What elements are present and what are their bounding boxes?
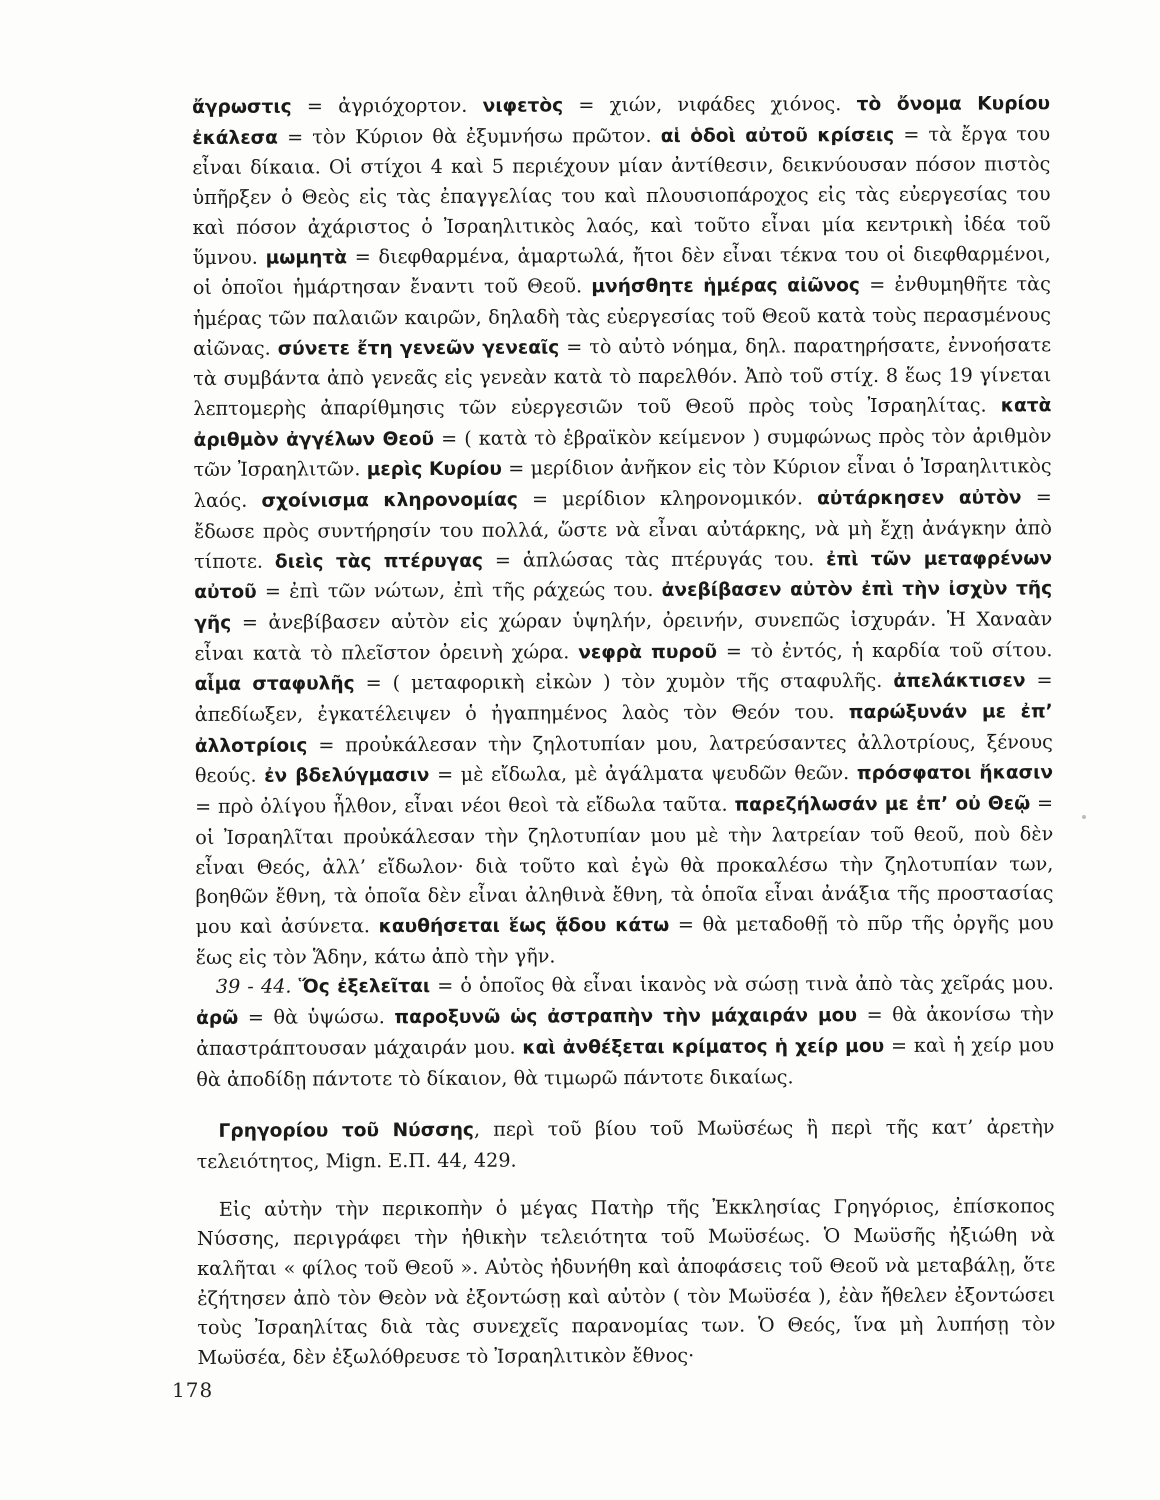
lemma-term: αἷμα σταφυλῆς [194, 673, 355, 696]
gloss-text: = προὐκάλεσαν τὴν ζηλοτυπίαν μου, λατρεύσαντες ἀλλοτρίους, ξένους θεούς. [194, 730, 1053, 788]
gloss-text: , περὶ τοῦ βίου τοῦ Μωϋσέως ἢ περὶ τῆς κατ’ ἀρετὴν τελειότητος, Mign. Ε.Π. 44, 429. [196, 1115, 1055, 1173]
lemma-term: πρόσφατοι ἥκασιν [856, 762, 1054, 785]
body-paragraph [197, 1191, 1056, 1373]
reference-paragraph [196, 1112, 1054, 1176]
gloss-text: = θὰ μεταδοθῇ τὸ πῦρ τῆς ὀργῆς μου ἕως εἰς τὸν Ἅδην, κάτω ἀπὸ τὴν γῆν. [195, 911, 1054, 969]
gloss-text: = ( μεταφορικὴ εἰκὼν ) τὸν χυμὸν τῆς σταφυλῆς. [354, 669, 894, 695]
gloss-text: = τὸ αὐτὸ νόημα, δηλ. παρατηρήσατε, ἐννοήσατε τὰ συμβάντα ἀπὸ γενεᾶς εἰς γενεὰν κατὰ τὸ παρελθόν. Ἀπὸ τοῦ στίχ. 8 ἕως 19 γίνεται λεπτομερὴς ἀπαρίθμησις τῶν εὐεργεσιῶν τοῦ Θεοῦ πρὸς τοὺς Ἰσραηλίτας. [193, 332, 1052, 421]
gloss-text: = τὰ ἔργα του εἶναι δίκαια. Οἱ στίχοι 4 καὶ 5 περιέχουν μίαν ἀντίθεσιν, δεικνύουσαν πόσον πιστὸς ὑπῆρξεν ὁ Θεὸς εἰς τὰς ἐπαγγελίας του καὶ πλουσιοπάροχος εἰς τὰς εὐεργεσίας του καὶ πόσον ἀχάριστος ὁ Ἰσραηλιτικὸς λαός, καὶ τοῦτο εἶναι μία κεντρικὴ ἰδέα τοῦ ὕμνου. [192, 121, 1051, 269]
lemma-term: νεφρὰ πυροῦ [578, 641, 718, 663]
gloss-text: = μερίδιον κληρονομικόν. [517, 486, 818, 511]
gloss-text: = ἀγριόχορτον. [291, 93, 483, 118]
lemma-term: καυθήσεται ἕως ᾅδου κάτω [378, 914, 670, 938]
lemma-term: τὸ ὄνομα Κυρίου ἐκάλεσα [192, 93, 1051, 149]
lemma-term: μνήσθητε ἡμέρας αἰῶνος [591, 275, 860, 298]
lemma-term: ἀρῶ [195, 1007, 239, 1030]
gloss-text: Εἰς αὐτὴν τὴν περικοπὴν ὁ μέγας Πατὴρ τῆς Ἐκκλησίας Γρηγόριος, ἐπίσκοπος Νύσσης, περιγράφει τὴν ἠθικὴν τελειότητα τοῦ Μωϋσέως. Ὁ Μωϋσῆς ἠξιώθη νὰ καλῆται « φίλος τοῦ Θεοῦ ». Αὐτὸς ἠδυνήθη καὶ ἀποφάσεις τοῦ Θεοῦ νὰ μεταβάλῃ, ὅτε ἐζήτησεν ἀπὸ τὸν Θεὸν νὰ ἐξοντώσῃ καὶ αὐτὸν ( τὸν Μωϋσέα ), ἐὰν ἤθελεν ἐξοντώσει τοὺς Ἰσραηλίτας διὰ τὰς συνεχεῖς παρανομίας των. Ὁ Θεός, ἵνα μὴ λυπήσῃ τὸν Μωϋσέα, δὲν ἐξωλόθρευσε τὸ Ἰσραηλιτικὸν ἔθνος· [196, 1193, 1056, 1370]
gloss-text: = μὲ εἴδωλα, μὲ ἀγάλματα ψευδῶν θεῶν. [429, 761, 857, 787]
lemma-term: Γρηγορίου τοῦ Νύσσης [218, 1119, 474, 1143]
lemma-term: παρεζήλωσάν με ἐπ’ οὐ Θεῷ [734, 793, 1031, 816]
gloss-text [291, 975, 298, 998]
paper-speck [1082, 815, 1086, 819]
gloss-text: = ἔδωσε πρὸς συντήρησίν του πολλά, ὥστε νὰ εἶναι αὐτάρκης, νὰ μὴ ἔχῃ ἀνάγκην ἀπὸ τίποτε. [193, 485, 1052, 573]
gloss-text: = θὰ ἀκονίσω τὴν ἀπαστράπτουσαν μάχαιράν μου. [196, 1002, 1055, 1060]
lemma-term: παρώξυνάν με ἐπ’ ἀλλοτρίοις [194, 701, 1053, 757]
lemma-term: νιφετὸς [482, 95, 564, 117]
gloss-text: = ὁ ὁποῖος θὰ εἶναι ἱκανὸς νὰ σώσῃ τινὰ ἀπὸ τὰς χεῖράς μου. [430, 971, 1054, 998]
gloss-text: = ἀπεδίωξεν, ἐγκατέλειψεν ὁ ἠγαπημένος λαὸς τὸν Θεόν του. [194, 668, 1053, 727]
gloss-text: = μερίδιον ἀνῆκον εἰς τὸν Κύριον εἶναι ὁ Ἰσραηλιτικὸς λαός. [193, 454, 1052, 513]
gloss-text: = διεφθαρμένα, ἁμαρτωλά, ἤτοι δὲν εἶναι τέκνα του οἱ διεφθαρμένοι, οἱ ὁποῖοι ἡμάρτησαν ἔναντι τοῦ Θεοῦ. [192, 241, 1051, 300]
lemma-term: ἐπὶ τῶν μεταφρένων αὐτοῦ [194, 547, 1053, 604]
verses-39-44-paragraph [196, 969, 1055, 1095]
gloss-text: = ἐνθυμηθῆτε τὰς ἡμέρας τῶν παλαιῶν καιρῶν, δηλαδὴ τὰς εὐεργεσίας τοῦ Θεοῦ κατὰ τοὺς περασμένους αἰῶνας. [192, 272, 1052, 360]
lemma-term: ἀνεβίβασεν αὐτὸν ἐπὶ τὴν ἰσχὺν τῆς γῆς [194, 578, 1053, 634]
lemma-term: διεὶς τὰς πτέρυγας [274, 550, 484, 573]
lemma-term: παροξυνῶ ὡς ἀστραπὴν τὴν μάχαιράν μου [394, 1005, 858, 1029]
lemma-term: αἱ ὁδοὶ αὐτοῦ κρίσεις [660, 124, 895, 147]
lemma-term: σύνετε ἔτη γενεῶν γενεαῖς [277, 337, 560, 360]
gloss-text: = οἱ Ἰσραηλῖται προὐκάλεσαν τὴν ζηλοτυπίαν μου μὲ τὴν λατρείαν τοῦ θεοῦ, ποὺ δὲν εἶναι Θεός, ἀλλ’ εἴδωλον· διὰ τοῦτο καὶ ἐγὼ θὰ προκαλέσω τὴν ζηλοτυπίαν των, βοηθῶν ἔθνη, τὰ ὁποῖα δὲν εἶναι ἀληθινὰ ἔθνη, τὰ ὁποῖα εἶναι ἀνάξια τῆς προστασίας μου καὶ ἀσύνετα. [195, 791, 1054, 938]
gloss-text: = ἁπλώσας τὰς πτέρυγάς του. [482, 546, 827, 572]
lemma-term: καὶ ἀνθέξεται κρίματος ἡ χείρ μου [522, 1035, 885, 1059]
lemma-term: κατὰ ἀριθμὸν ἀγγέλων Θεοῦ [193, 395, 1052, 451]
lemma-term: Ὅς ἐξελεῖται [298, 976, 431, 998]
gloss-text: = χιών, νιφάδες χιόνος. [563, 92, 857, 117]
gloss-text: = θὰ ὑψώσω. [238, 1005, 395, 1029]
lemma-term: αὐτάρκησεν αὐτὸν [817, 487, 1022, 510]
lemma-term: ἀπελάκτισεν [893, 670, 1026, 693]
lemma-term: ἄγρωστις [192, 96, 292, 118]
commentary-paragraph [192, 88, 1054, 972]
lemma-term: σχοίνισμα κληρονομίας [261, 489, 518, 512]
lemma-term: μερὶς Κυρίου [366, 459, 502, 481]
gloss-text: = τὸν Κύριον θὰ ἐξυμνήσω πρῶτον. [277, 123, 661, 149]
gloss-text: = ( κατὰ τὸ ἑβραϊκὸν κείμενον ) συμφώνως πρὸς τὸν ἀριθμὸν τῶν Ἰσραηλιτῶν. [193, 423, 1052, 482]
gloss-text: = καὶ ἡ χείρ μου θὰ ἀποδίδῃ πάντοτε τὸ δίκαιον, θὰ τιμωρῶ πάντοτε δικαίως. [196, 1033, 1055, 1091]
gloss-text: = πρὸ ὀλίγου ἦλθον, εἶναι νέοι θεοὶ τὰ εἴδωλα ταῦτα. [195, 792, 735, 819]
page-number: 178 [172, 1378, 214, 1402]
lemma-term: μωμητὰ [265, 246, 348, 269]
gloss-text: = ἐπὶ τῶν νώτων, ἐπὶ τῆς ράχεώς του. [256, 578, 662, 603]
lemma-term: ἐν βδελύγμασιν [264, 765, 430, 788]
gloss-text: = ἀνεβίβασεν αὐτὸν εἰς χώραν ὑψηλήν, ὀρεινήν, συνεπῶς ἰσχυράν. Ἡ Χαναὰν εἶναι κατὰ τὸ πλεῖστον ὀρεινὴ χώρα. [194, 607, 1053, 665]
gloss-text: = τὸ ἐντός, ἡ καρδία τοῦ σίτου. [716, 637, 1053, 663]
text-block [192, 88, 1056, 1373]
verse-reference: 39 - 44. [215, 974, 292, 999]
